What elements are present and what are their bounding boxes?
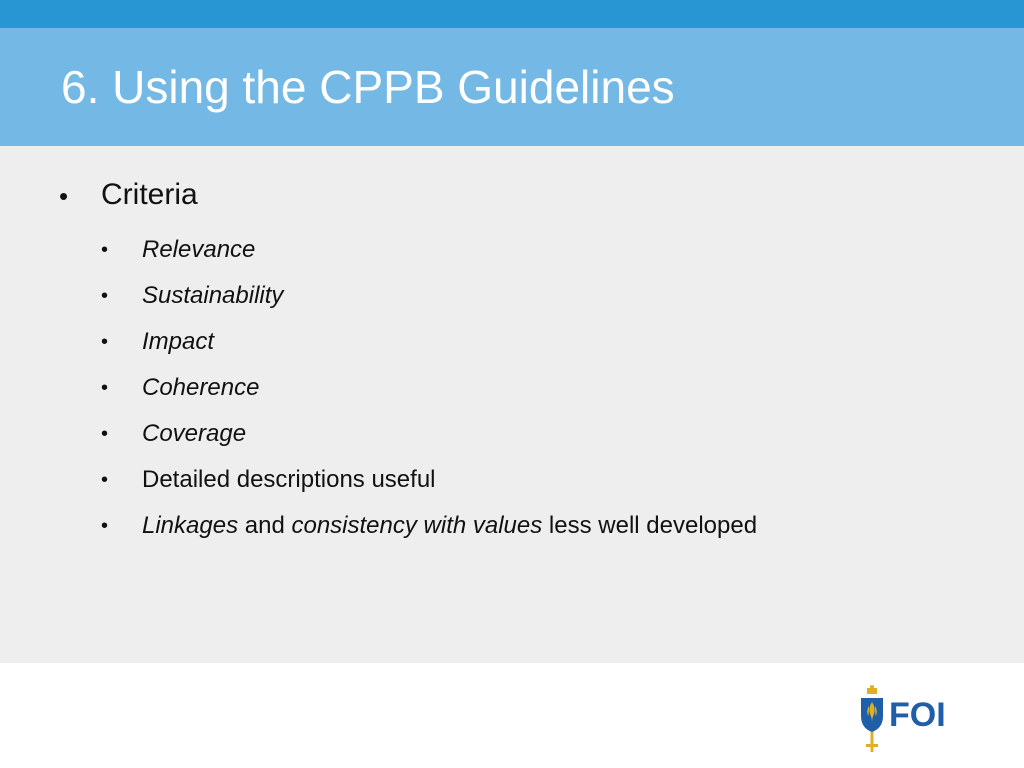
sub-bullet-text: Impact: [142, 328, 215, 355]
bullet-marker: •: [101, 285, 109, 307]
bullet-marker: •: [101, 331, 109, 353]
top-accent-strip: [0, 0, 1024, 28]
foi-logo: [857, 684, 961, 756]
foi-logo-graphic: [857, 684, 961, 756]
sub-bullet-text: Coherence: [142, 374, 260, 401]
sub-bullet-text: Coverage: [142, 420, 247, 447]
sub-bullet-text: Detailed descriptions useful: [142, 466, 436, 493]
sub-bullet-text: [142, 512, 757, 540]
criteria-label: Criteria: [101, 178, 198, 211]
content-area: [0, 146, 1024, 663]
bullet-marker: •: [101, 377, 109, 399]
bullet-marker: •: [101, 239, 109, 261]
remainder-text: less well developed: [542, 512, 758, 539]
foi-logo-text: FOI: [889, 696, 946, 734]
bullet-marker: •: [101, 515, 109, 537]
bullet-marker: •: [101, 469, 109, 491]
sub-bullet-text: Relevance: [142, 236, 256, 263]
linkages-term: Linkages: [142, 512, 239, 539]
emblem-icon: [861, 685, 883, 752]
sub-bullet-text: Sustainability: [142, 282, 284, 309]
bullet-marker: •: [59, 181, 69, 211]
consistency-term: consistency with values: [291, 512, 543, 539]
slide-title: 6. Using the CPPB Guidelines: [61, 61, 675, 113]
bullet-marker: •: [101, 423, 109, 445]
conjunction-text: and: [238, 512, 292, 539]
